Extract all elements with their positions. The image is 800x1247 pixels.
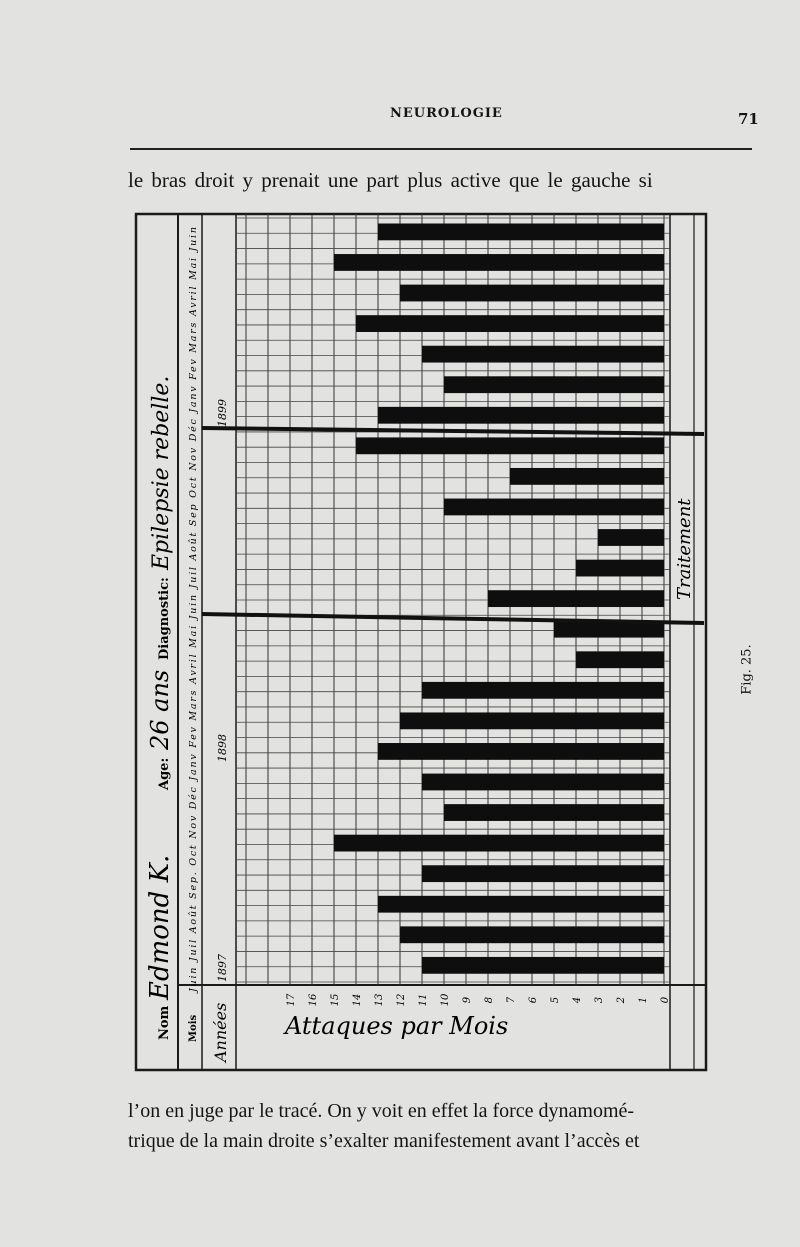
bar-22 — [356, 315, 664, 332]
nom-value: Edmond K. — [145, 854, 175, 1000]
bar-25 — [378, 224, 664, 241]
mois-label: Mois — [188, 1014, 199, 1042]
bar-16 — [444, 499, 664, 516]
x-tick-17: 17 — [286, 993, 297, 1007]
x-tick-10: 10 — [440, 993, 451, 1007]
year-separator-1899 — [202, 428, 704, 434]
treatment-label: Traitement — [674, 498, 695, 600]
bar-9 — [400, 712, 664, 729]
x-tick-labels — [286, 993, 671, 1006]
year-label-1899: 1899 — [216, 399, 229, 427]
bar-21 — [422, 346, 664, 363]
bar-20 — [444, 376, 664, 393]
body-text-line-1: le bras droit y prenait une part plus active que le gauche si — [128, 168, 653, 192]
attack-chart-figure — [0, 200, 800, 1080]
x-tick-14: 14 — [352, 993, 363, 1007]
x-tick-16: 16 — [308, 993, 319, 1007]
bar-17 — [510, 468, 664, 485]
bar-7 — [422, 774, 664, 791]
age-value: 26 ans — [146, 669, 174, 750]
x-tick-6: 6 — [528, 996, 539, 1004]
figure-caption: Fig. 25. — [739, 644, 755, 695]
bar-2 — [400, 926, 664, 943]
bar-23 — [400, 285, 664, 302]
bar-6 — [444, 804, 664, 821]
bar-3 — [378, 896, 664, 913]
axis-title: Attaques par Mois — [285, 1012, 509, 1040]
header-rule — [130, 148, 752, 150]
x-tick-11: 11 — [418, 993, 429, 1007]
x-tick-9: 9 — [462, 996, 473, 1004]
running-head: NEUROLOGIE — [390, 106, 503, 121]
bar-4 — [422, 865, 664, 882]
bar-13 — [488, 590, 664, 607]
nom-label: Nom — [157, 1005, 172, 1040]
x-tick-7: 7 — [506, 996, 517, 1004]
bar-5 — [334, 835, 664, 852]
x-tick-13: 13 — [374, 993, 385, 1007]
year-label-1897: 1897 — [216, 954, 229, 982]
bar-15 — [598, 529, 664, 546]
bar-10 — [422, 682, 664, 699]
body-text-line-3: trique de la main droite s’exalter manifestement avant l’accès et — [128, 1130, 640, 1152]
annees-label: Années — [211, 1002, 230, 1062]
bar-1 — [422, 957, 664, 974]
chart-bars — [334, 224, 664, 974]
diagnostic-value: Epilepsie rebelle. — [149, 375, 174, 570]
bar-24 — [334, 254, 664, 271]
x-tick-0: 0 — [660, 996, 671, 1004]
x-tick-5: 5 — [550, 996, 561, 1004]
bar-14 — [576, 560, 664, 577]
bar-19 — [378, 407, 664, 424]
x-tick-8: 8 — [484, 996, 495, 1004]
year-label-1898: 1898 — [216, 734, 229, 762]
x-tick-4: 4 — [572, 996, 583, 1004]
x-tick-3: 3 — [594, 996, 605, 1004]
body-text-line-2: l’on en juge par le tracé. On y voit en effet la force dynamomé- — [128, 1100, 635, 1122]
page-number: 71 — [738, 110, 759, 128]
diagnostic-label: Diagnostic: — [157, 577, 172, 660]
age-label: Age: — [157, 757, 172, 790]
x-tick-12: 12 — [396, 993, 407, 1007]
month-sequence: Juin Juil Août Sep. Oct Nov Déc Janv Fev Mars Avril Mai Juin Juil Août Sep Oct Nov Déc Janv Fev Mars Avril Mai Juin — [188, 226, 199, 992]
x-tick-2: 2 — [616, 996, 627, 1004]
bar-11 — [576, 651, 664, 668]
x-tick-15: 15 — [330, 993, 341, 1007]
x-tick-1: 1 — [638, 996, 649, 1004]
bar-18 — [356, 437, 664, 454]
page-header — [0, 0, 800, 140]
bar-8 — [378, 743, 664, 760]
